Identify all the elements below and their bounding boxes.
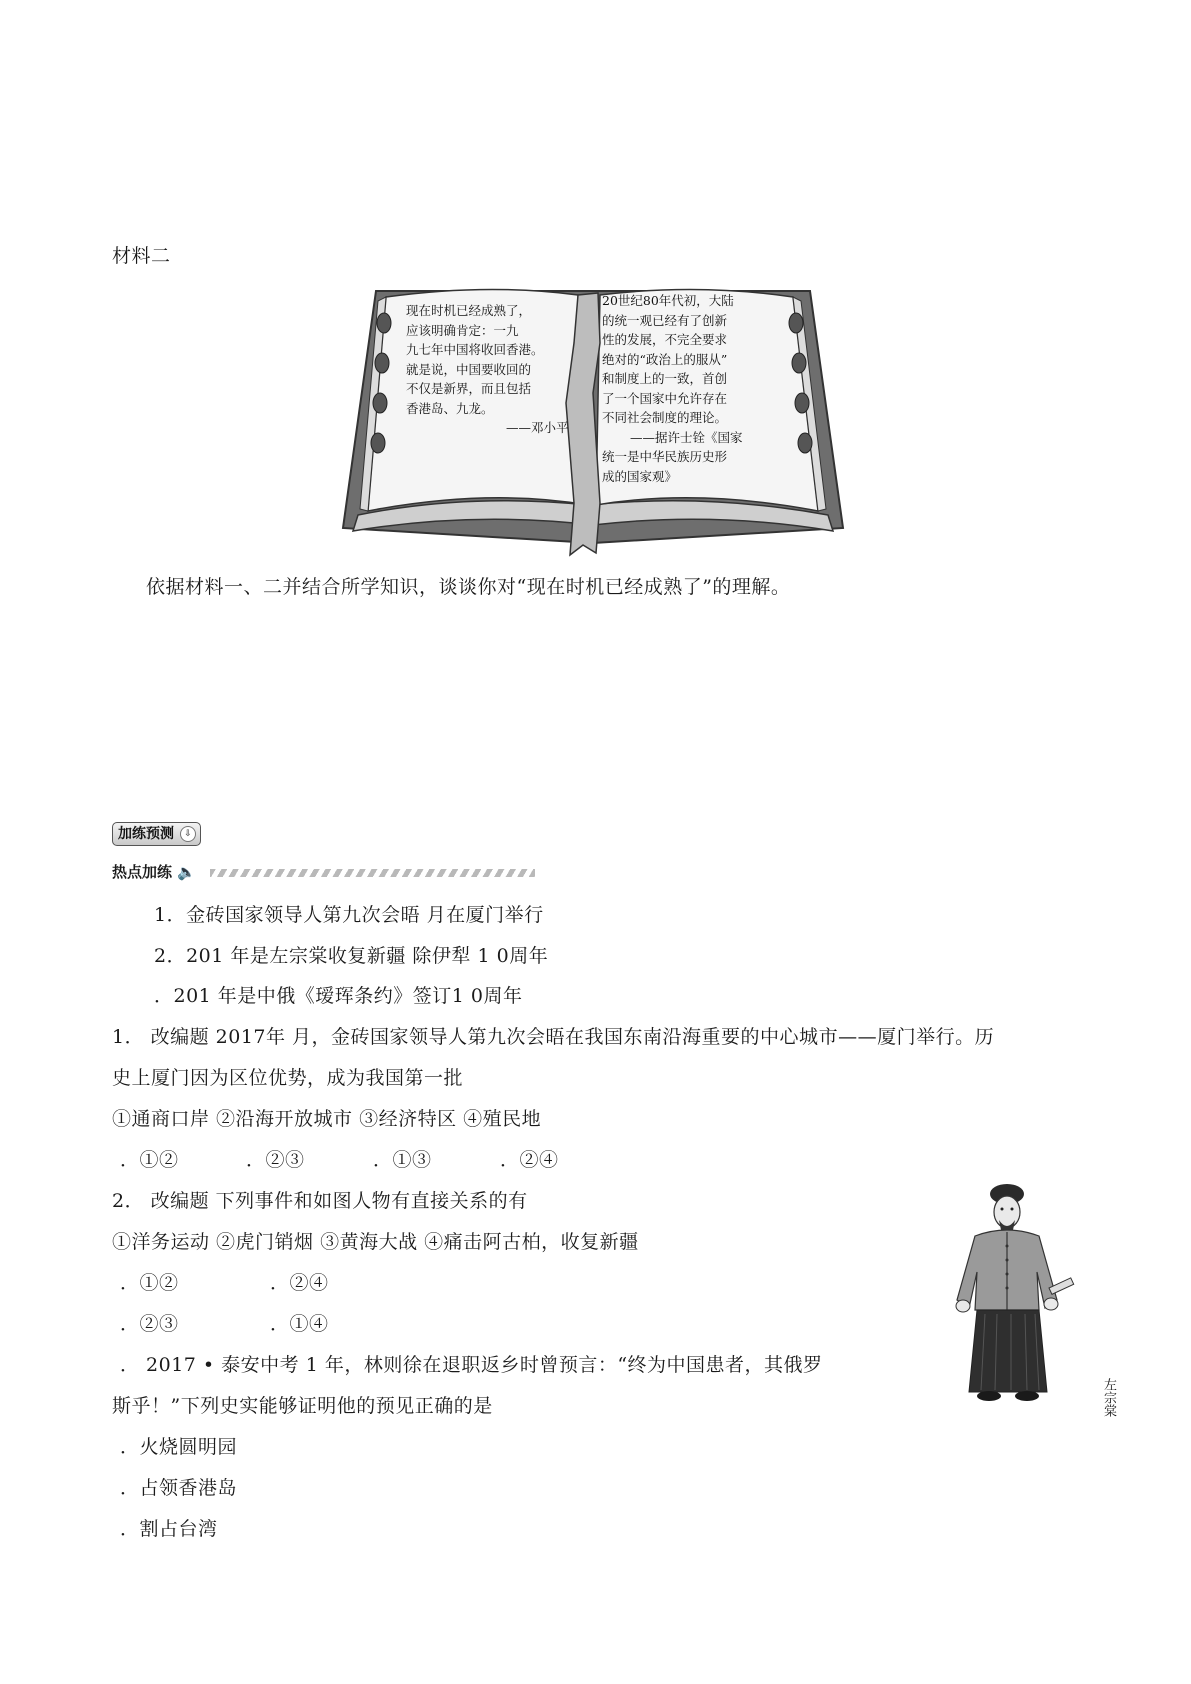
left-attribution: ——邓小平: [506, 420, 569, 435]
badge-label: 加练预测: [118, 826, 174, 842]
q1-items: ①通商口岸 ②沿海开放城市 ③经济特区 ④殖民地: [112, 1108, 542, 1130]
right-attribution-2: 统一是中华民族历史形: [602, 449, 728, 464]
practice-badge: [112, 822, 201, 846]
question-text: 依据材料一、二并结合所学知识，谈谈你对“现在时机已经成熟了”的理解。: [146, 576, 791, 598]
hot-title-divider: [210, 869, 535, 877]
q3-stem-line2: 斯乎！”下列史实能够证明他的预见正确的是: [112, 1395, 493, 1417]
q3-stem-line1: ． 2017 • 泰安中考 1 年，林则徐在退职返乡时曾预言：“终为中国患者，其俄罗: [120, 1354, 823, 1376]
q3-option-b[interactable]: ．占领香港岛: [120, 1477, 238, 1499]
q2-option-d[interactable]: ．①④: [270, 1313, 329, 1335]
right-attribution-1: ——据许士铨《国家: [630, 429, 743, 445]
speaker-icon: 🔈: [177, 863, 196, 881]
material-label: 材料二: [112, 245, 171, 267]
q1-option-c[interactable]: ．①③: [373, 1149, 432, 1171]
book-illustration: [338, 283, 848, 563]
q3-option-a[interactable]: ．火烧圆明园: [120, 1436, 238, 1458]
q2-option-b[interactable]: ．②④: [270, 1272, 329, 1294]
q1-stem-line1: 1． 改编题 2017年 月，金砖国家领导人第九次会晤在我国东南沿海重要的中心城市——厦门举行。历: [112, 1026, 995, 1048]
hot-point-2: 2．201 年是左宗棠收复新疆 除伊犁 1 0周年: [154, 945, 549, 967]
portrait-caption: 左宗棠: [1101, 1378, 1116, 1417]
q2-items: ①洋务运动 ②虎门销烟 ③黄海大战 ④痛击阿古柏，收复新疆: [112, 1231, 639, 1253]
right-page-text: 20世纪80年代初，大陆 的统一观已经有了创新 性的发展，不完全要求 绝对的“政治上的服从” 和制度上的一致，首创 了一个国家中允许存在 不同社会制度的理论。 ——据许士铨《国家 统一是中华民族历史形 成的国家观》: [602, 291, 743, 486]
hot-point-3: ．201 年是中俄《瑷珲条约》签订1 0周年: [154, 985, 523, 1007]
q2-option-c[interactable]: ．②③: [120, 1313, 179, 1335]
arrow-down-icon: ⇩: [180, 826, 196, 842]
q3-option-c[interactable]: ．割占台湾: [120, 1518, 218, 1540]
left-page-text: 现在时机已经成熟了， 应该明确肯定：一九 九七年中国将收回香港。 就是说，中国要收回的 不仅是新界，而且包括 香港岛、九龙。 ——邓小平: [406, 301, 569, 438]
q1-stem-line2: 史上厦门因为区位优势，成为我国第一批: [112, 1067, 464, 1089]
hot-title: 热点加练 🔈: [112, 863, 196, 881]
q2-stem: 2． 改编题 下列事件和如图人物有直接关系的有: [112, 1190, 528, 1212]
q2-option-a[interactable]: ．①②: [120, 1272, 179, 1294]
q1-option-d[interactable]: ．②④: [500, 1149, 559, 1171]
right-attribution-3: 成的国家观》: [602, 468, 678, 484]
zuo-zongtang-portrait: [945, 1180, 1077, 1405]
q1-option-b[interactable]: ．②③: [246, 1149, 305, 1171]
q1-option-a[interactable]: ．①②: [120, 1149, 179, 1171]
hot-point-1: 1．金砖国家领导人第九次会晤 月在厦门举行: [154, 904, 544, 926]
